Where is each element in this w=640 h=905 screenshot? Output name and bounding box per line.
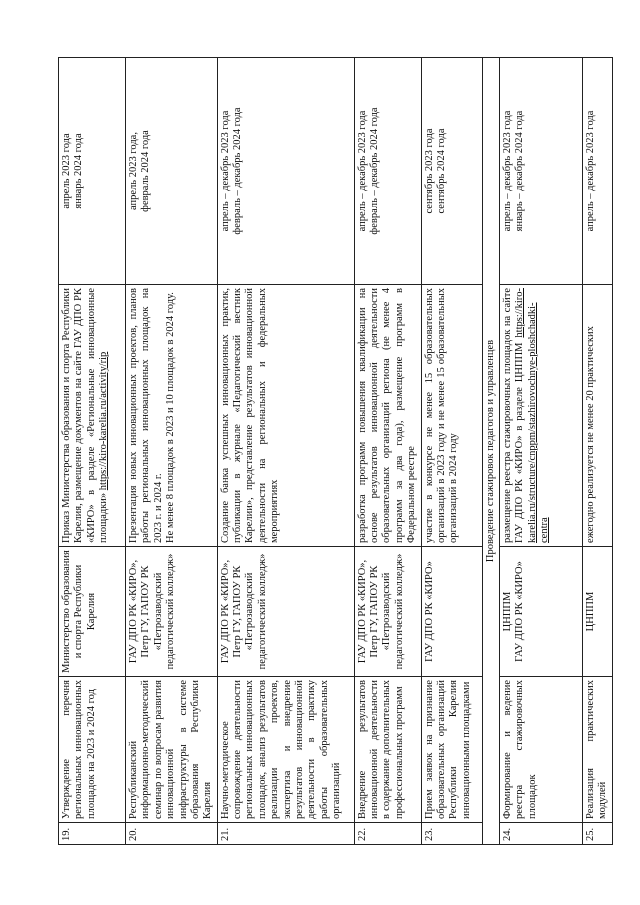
result-link[interactable]: https://kiro-karelia.ru/activity/rip xyxy=(98,351,110,491)
result-cell: разработка программ повышения квалификации на основе результатов инновационной деятельности образовательных организаций региона (не менее 4 программ за два года), размещение программ в Федеральном реестре xyxy=(354,285,421,547)
action-cell: Утверждение перечня региональных инновационных площадок на 2023 и 2024 год xyxy=(59,677,126,823)
action-cell: Научно-методическое сопровождение деятельности региональных инновационных площадок, анализ результатов реализации проектов, экспертиза и внедрение результатов инновационной деятельности в практику работы образовательных организаций xyxy=(217,677,354,823)
table-row xyxy=(59,58,126,845)
rotated-table-container xyxy=(58,58,609,845)
responsible-cell: ГАУ ДПО РК «КИРО» xyxy=(421,547,482,677)
action-cell: Реализация практических модулей xyxy=(582,677,612,823)
responsible-cell: ГАУ ДПО РК «КИРО», Петр ГУ, ГАПОУ РК «Петрозаводский педагогический колледж» xyxy=(354,547,421,677)
responsible-cell: ГАУ ДПО РК «КИРО», Петр ГУ, ГАПОУ РК «Петрозаводский педагогический колледж» xyxy=(217,547,354,677)
result-cell: участие в конкурсе не менее 15 образовательных организаций в 2023 году и не менее 15 образовательных организаций в 2024 году xyxy=(421,285,482,547)
row-number: 21. xyxy=(217,823,354,845)
row-number: 19. xyxy=(59,823,126,845)
row-number: 22. xyxy=(354,823,421,845)
action-cell: Республиканский информационно-методический семинар по вопросам развития инновационной инфраструктуры в системе образования Республики Карелия xyxy=(126,677,218,823)
responsible-cell: Министерство образования и спорта Республики Карелия xyxy=(59,547,126,677)
table-row xyxy=(582,58,612,845)
deadline-cell: апрель – декабрь 2023 года февраль – декабрь 2024 года xyxy=(354,58,421,285)
result-text: Приказ Министерства образования и спорта Республики Карелия, размещение документов на сайте ГАУ ДПО РК «КИРО» в разделе «Региональные инновационные площадки» xyxy=(61,288,110,543)
table-row xyxy=(217,58,354,845)
table-row xyxy=(354,58,421,845)
result-cell xyxy=(59,285,126,547)
deadline-cell: апрель 2023 года, февраль 2024 года xyxy=(126,58,218,285)
deadline-cell: апрель – декабрь 2023 года январь – декабрь 2024 года xyxy=(499,58,582,285)
result-link[interactable]: https://kiro-karelia.ru/structure/cnppm/stazhirovochnye-ploshchadki-centra xyxy=(514,288,550,543)
section-header-row xyxy=(482,58,499,845)
deadline-cell: апрель 2023 года январь 2024 года xyxy=(59,58,126,285)
result-cell: ежегодно реализуется не менее 20 практических xyxy=(582,285,612,547)
result-cell: Презентация новых инновационных проектов, планов работы региональных инновационных площадок на 2023 г. и 2024 г. Не менее 8 площадок в 2023 и 10 площадок в 2024 году. xyxy=(126,285,218,547)
responsible-cell: ГАУ ДПО РК «КИРО», Петр ГУ, ГАПОУ РК «Петрозаводский педагогический колледж» xyxy=(126,547,218,677)
row-number: 24. xyxy=(499,823,582,845)
table-row xyxy=(126,58,218,845)
plan-table xyxy=(58,57,613,845)
action-cell: Формирование и ведение реестра стажировочных площадок xyxy=(499,677,582,823)
deadline-cell: сентябрь 2023 года сентябрь 2024 года xyxy=(421,58,482,285)
result-cell: Создание банка успешных инновационных практик, публикации в журнале «Педагогический вестник Карелии», представление результатов инновационной деятельности на региональных и федеральных мероприятиях xyxy=(217,285,354,547)
deadline-cell: апрель – декабрь 2023 года xyxy=(582,58,612,285)
action-cell: Внедрение результатов инновационной деятельности в содержание дополнительных профессиональных программ xyxy=(354,677,421,823)
table-row xyxy=(421,58,482,845)
deadline-cell: апрель – декабрь 2023 года февраль – декабрь 2024 года xyxy=(217,58,354,285)
row-number: 20. xyxy=(126,823,218,845)
result-cell xyxy=(499,285,582,547)
action-cell: Прием заявок на признание образовательных организаций Республики Карелия инновационными площадками xyxy=(421,677,482,823)
responsible-cell: ЦНППМ ГАУ ДПО РК «КИРО» xyxy=(499,547,582,677)
result-text: размещение реестра стажировочных площадок на сайте ГАУ ДПО РК «КИРО» в разделе ЦНППМ xyxy=(501,288,526,543)
row-number: 23. xyxy=(421,823,482,845)
table-row xyxy=(499,58,582,845)
responsible-cell: ЦНППМ xyxy=(582,547,612,677)
section-title: Проведение стажировок педагогов и управленцев xyxy=(482,58,499,845)
row-number: 25. xyxy=(582,823,612,845)
